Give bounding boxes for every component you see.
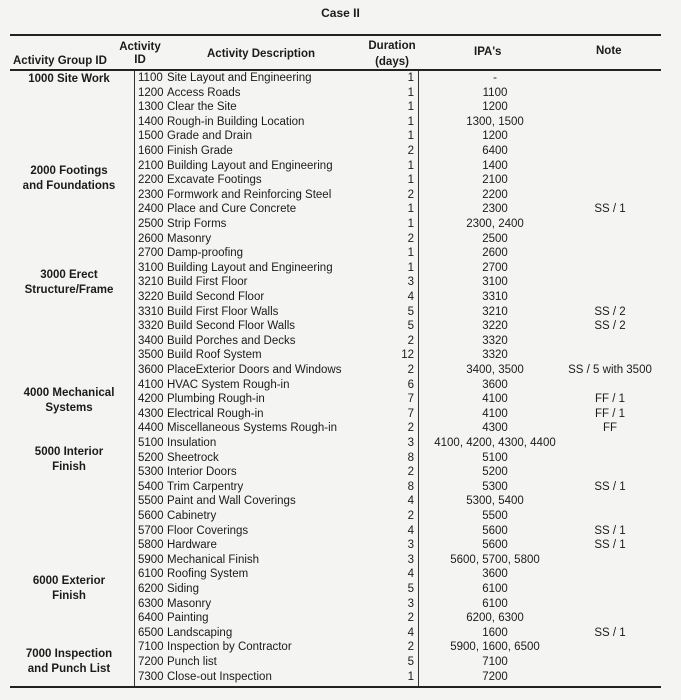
activity-description: Build First Floor Walls <box>167 305 279 318</box>
ipa-value: 1300, 1500 <box>466 115 524 128</box>
group-label-line1: 4000 Mechanical <box>23 387 115 399</box>
ipa-value: 2500 <box>482 232 508 245</box>
group-label-line2: and Punch List <box>27 663 111 675</box>
duration-value: 1 <box>407 218 414 230</box>
ipa-value: 1200 <box>482 130 508 143</box>
activity-description: Build Porches and Decks <box>167 334 296 347</box>
table-row <box>0 232 681 247</box>
table-row <box>0 144 681 159</box>
group-label-line1: 6000 Exterior <box>32 575 106 587</box>
activity-description: Insulation <box>167 437 217 449</box>
activity-description: Build First Floor <box>167 276 248 289</box>
duration-value: 8 <box>407 451 414 464</box>
activity-id: 3320 <box>138 320 164 333</box>
table-row <box>0 640 681 655</box>
ipa-value: 3320 <box>482 334 508 347</box>
ipa-value: 3600 <box>482 568 508 581</box>
activity-id: 1500 <box>138 130 164 143</box>
table-row <box>0 509 681 524</box>
header-description: Activity Description <box>207 48 315 60</box>
activity-description: Sheetrock <box>167 451 219 464</box>
table-row <box>0 290 681 305</box>
activity-description: PlaceExterior Doors and Windows <box>167 364 342 376</box>
ipa-value: 3100 <box>482 276 508 289</box>
table-row <box>0 465 681 480</box>
activity-id: 6400 <box>138 612 164 625</box>
header-group: Activity Group ID <box>13 55 107 67</box>
header-duration-line2: (days) <box>375 56 409 68</box>
activity-id: 4200 <box>138 393 164 406</box>
group-label-line2: Structure/Frame <box>24 284 114 296</box>
activity-id: 5200 <box>138 451 164 464</box>
duration-value: 4 <box>407 626 414 639</box>
duration-value: 4 <box>407 568 414 581</box>
duration-value: 2 <box>407 188 414 201</box>
table-row <box>0 86 681 101</box>
activity-description: Floor Coverings <box>167 524 249 537</box>
activity-id: 3400 <box>138 334 164 347</box>
duration-value: 4 <box>407 291 414 303</box>
duration-value: 2 <box>407 145 414 157</box>
activity-description: HVAC System Rough-in <box>167 378 290 391</box>
group-label-line1: 2000 Footings <box>30 165 108 177</box>
duration-value: 1 <box>407 115 414 128</box>
group-label-line1: 5000 Interior <box>34 446 104 458</box>
activity-description: Landscaping <box>167 626 233 639</box>
table-row <box>0 188 681 203</box>
activity-description: Rough-in Building Location <box>167 115 305 128</box>
note-value: SS / 5 with 3500 <box>568 364 652 376</box>
duration-value: 3 <box>407 539 414 552</box>
ipa-value: 3320 <box>482 349 508 362</box>
table-row <box>0 670 681 685</box>
header-ipa: IPA's <box>474 46 502 58</box>
table-row <box>0 217 681 232</box>
ipa-value: 3310 <box>482 291 508 303</box>
activity-description: Plumbing Rough-in <box>167 393 265 406</box>
duration-value: 3 <box>407 437 414 449</box>
activity-description: Miscellaneous Systems Rough-in <box>167 422 338 435</box>
table-row <box>0 115 681 130</box>
ipa-value: 4100 <box>482 407 508 420</box>
table-row <box>0 261 681 276</box>
header-activity-id-line2: ID <box>134 54 146 66</box>
activity-id: 3210 <box>138 276 164 289</box>
activity-id: 2300 <box>138 188 164 201</box>
activity-description: Grade and Drain <box>167 130 253 143</box>
activity-description: Electrical Rough-in <box>167 407 264 420</box>
activity-description: Paint and Wall Coverings <box>167 495 296 508</box>
activity-description: Close-out Inspection <box>167 670 272 683</box>
ipa-value: 6100 <box>482 597 508 610</box>
duration-value: 2 <box>407 334 414 347</box>
note-value: SS / 2 <box>594 305 626 318</box>
activity-id: 5600 <box>138 510 164 522</box>
activity-id: 1200 <box>138 86 164 99</box>
activity-id: 7300 <box>138 670 164 683</box>
duration-value: 8 <box>407 480 414 493</box>
table-row <box>0 392 681 407</box>
duration-value: 1 <box>407 261 414 274</box>
table-row <box>0 159 681 174</box>
duration-value: 6 <box>407 378 414 391</box>
activity-id: 3220 <box>138 291 164 303</box>
duration-value: 3 <box>407 276 414 289</box>
activity-description: Masonry <box>167 597 212 610</box>
activity-id: 7100 <box>138 641 164 654</box>
duration-value: 7 <box>407 407 414 420</box>
activity-id: 6100 <box>138 568 164 581</box>
note-value: SS / 1 <box>594 539 626 552</box>
activity-description: Roofing System <box>167 568 249 581</box>
duration-value: 5 <box>407 320 414 333</box>
activity-id: 2500 <box>138 218 164 230</box>
table-row <box>0 173 681 188</box>
group-label-line2: and Foundations <box>22 180 116 192</box>
activity-description: Building Layout and Engineering <box>167 261 333 274</box>
activity-description: Cabinetry <box>167 510 217 522</box>
table-row <box>0 597 681 612</box>
ipa-value: 5900, 1600, 6500 <box>450 641 540 654</box>
table-row <box>0 129 681 144</box>
activity-id: 5300 <box>138 466 164 479</box>
note-value: FF / 1 <box>594 407 626 420</box>
ipa-value: 2300 <box>482 203 508 216</box>
duration-value: 2 <box>407 612 414 625</box>
ipa-value: 5300 <box>482 480 508 493</box>
duration-value: 1 <box>407 159 414 172</box>
duration-value: 12 <box>401 349 414 362</box>
ipa-value: 3210 <box>482 305 508 318</box>
note-value: SS / 1 <box>594 626 626 639</box>
activity-id: 2700 <box>138 247 164 260</box>
table-row <box>0 319 681 334</box>
table-row <box>0 305 681 320</box>
duration-value: 1 <box>407 72 414 84</box>
ipa-value: 2200 <box>482 188 508 201</box>
activity-id: 5700 <box>138 524 164 537</box>
duration-value: 2 <box>407 641 414 654</box>
ipa-value: 5600 <box>482 524 508 537</box>
page-title: Case II <box>321 6 360 20</box>
activity-description: Interior Doors <box>167 466 237 479</box>
table-row <box>0 348 681 363</box>
ipa-value: 6400 <box>482 145 508 157</box>
activity-id: 3310 <box>138 305 164 318</box>
header-duration <box>364 40 420 69</box>
activity-description: Build Second Floor <box>167 291 265 303</box>
note-value: FF / 1 <box>594 393 626 406</box>
ipa-value: 1200 <box>482 101 508 114</box>
duration-value: 7 <box>407 393 414 406</box>
activity-id: 1400 <box>138 115 164 128</box>
activity-description: Access Roads <box>167 86 241 99</box>
activity-description: Hardware <box>167 539 217 552</box>
duration-value: 5 <box>407 305 414 318</box>
activity-id: 5400 <box>138 480 164 493</box>
activity-id: 6200 <box>138 583 164 595</box>
ipa-value: 5600, 5700, 5800 <box>450 553 540 566</box>
activity-description: Site Layout and Engineering <box>167 72 312 84</box>
activity-id: 6300 <box>138 597 164 610</box>
note-value: SS / 1 <box>594 203 626 216</box>
table-row <box>0 611 681 626</box>
activity-description: Punch list <box>167 656 217 668</box>
table-row <box>0 246 681 261</box>
activity-id: 7200 <box>138 656 164 668</box>
duration-value: 1 <box>407 203 414 216</box>
activity-description: Place and Cure Concrete <box>167 203 297 216</box>
duration-value: 5 <box>407 656 414 668</box>
table-row <box>0 494 681 509</box>
activity-description: Building Layout and Engineering <box>167 159 333 172</box>
ipa-value: 5200 <box>482 466 508 479</box>
table-row <box>0 582 681 597</box>
activity-id: 2100 <box>138 159 164 172</box>
activity-description: Finish Grade <box>167 145 233 157</box>
ipa-value: 7200 <box>482 670 508 683</box>
note-value: SS / 1 <box>594 524 626 537</box>
ipa-value: 3600 <box>482 378 508 391</box>
duration-value: 1 <box>407 130 414 143</box>
table-row <box>0 538 681 553</box>
ipa-value: 3220 <box>482 320 508 333</box>
activity-id: 1600 <box>138 145 164 157</box>
ipa-value: 7100 <box>482 656 508 668</box>
activity-id: 1100 <box>138 72 163 84</box>
duration-value: 1 <box>407 247 414 260</box>
activity-description: Trim Carpentry <box>167 480 244 493</box>
activity-description: Painting <box>167 612 209 625</box>
duration-value: 3 <box>407 597 414 610</box>
activity-id: 3100 <box>138 261 164 274</box>
activity-description: Excavate Footings <box>167 174 262 187</box>
activity-description: Inspection by Contractor <box>167 641 292 654</box>
activity-id: 4100 <box>138 378 164 391</box>
group-label-line1: 1000 Site Work <box>28 73 110 85</box>
activity-id: 6500 <box>138 626 164 639</box>
group-label-line1: 3000 Erect <box>40 269 98 281</box>
ipa-value: 1400 <box>482 159 508 172</box>
duration-value: 1 <box>407 670 414 683</box>
duration-value: 1 <box>407 101 414 114</box>
duration-value: 2 <box>407 422 414 435</box>
activity-id: 4400 <box>138 422 164 435</box>
ipa-value: - <box>493 72 497 84</box>
activity-id: 3600 <box>138 364 164 376</box>
ipa-value: 2600 <box>482 247 508 260</box>
table-row <box>0 378 681 393</box>
table-row <box>0 275 681 290</box>
group-label-line2: Finish <box>52 461 86 473</box>
duration-value: 4 <box>407 524 414 537</box>
table-row <box>0 480 681 495</box>
header-duration-line1: Duration <box>368 40 416 52</box>
ipa-value: 6100 <box>482 583 508 595</box>
table-row <box>0 407 681 422</box>
activity-id: 2400 <box>138 203 164 216</box>
table-row <box>0 436 681 451</box>
table-row <box>0 567 681 582</box>
ipa-value: 3400, 3500 <box>466 364 524 376</box>
table-row <box>0 334 681 349</box>
header-activity-id <box>118 41 162 67</box>
activity-id: 5800 <box>138 539 164 552</box>
activity-id: 5500 <box>138 495 164 508</box>
table-row <box>0 363 681 378</box>
ipa-value: 4300 <box>482 422 508 435</box>
activity-description: Mechanical Finish <box>167 553 260 566</box>
header-activity-id-line1: Activity <box>119 41 161 53</box>
duration-value: 2 <box>407 510 414 522</box>
duration-value: 2 <box>407 232 414 245</box>
table-row <box>0 553 681 568</box>
activity-id: 5900 <box>138 553 164 566</box>
duration-value: 3 <box>407 553 414 566</box>
activity-id: 2600 <box>138 232 164 245</box>
header-top-rule <box>10 34 661 36</box>
activity-description: Damp-proofing <box>167 247 244 260</box>
group-label-line1: 7000 Inspection <box>25 648 113 660</box>
duration-value: 4 <box>407 495 414 508</box>
ipa-value: 6200, 6300 <box>466 612 524 625</box>
activity-description: Build Roof System <box>167 349 262 362</box>
table-row <box>0 100 681 115</box>
activity-id: 2200 <box>138 174 164 187</box>
table-row <box>0 202 681 217</box>
duration-value: 1 <box>407 86 414 99</box>
table-row <box>0 71 681 86</box>
header-note: Note <box>596 45 622 57</box>
duration-value: 2 <box>407 364 414 376</box>
table-row <box>0 451 681 466</box>
activity-id: 4300 <box>138 407 164 420</box>
table-bottom-rule <box>10 686 661 688</box>
ipa-value: 5500 <box>482 510 508 522</box>
table-row <box>0 421 681 436</box>
ipa-value: 1100 <box>482 86 508 99</box>
activity-id: 1300 <box>138 101 164 114</box>
activity-id: 3500 <box>138 349 164 362</box>
ipa-value: 2100 <box>482 174 508 187</box>
duration-value: 2 <box>407 466 414 479</box>
ipa-value: 5600 <box>482 539 508 552</box>
table-row <box>0 655 681 670</box>
note-value: SS / 2 <box>594 320 626 333</box>
note-value: SS / 1 <box>594 480 626 493</box>
ipa-value: 1600 <box>482 626 508 639</box>
note-value: FF <box>602 422 618 435</box>
ipa-value: 5300, 5400 <box>466 495 524 508</box>
ipa-value: 5100 <box>482 451 508 464</box>
ipa-value: 2700 <box>482 261 508 274</box>
group-label-line2: Systems <box>45 402 93 414</box>
ipa-value: 2300, 2400 <box>466 218 524 230</box>
duration-value: 5 <box>407 583 414 595</box>
table-row <box>0 626 681 641</box>
table-row <box>0 524 681 539</box>
duration-value: 1 <box>407 174 414 187</box>
activity-description: Siding <box>167 583 199 595</box>
activity-description: Build Second Floor Walls <box>167 320 296 333</box>
activity-id: 5100 <box>138 437 164 449</box>
ipa-value: 4100, 4200, 4300, 4400 <box>434 437 556 449</box>
ipa-value: 4100 <box>482 393 508 406</box>
activity-description: Masonry <box>167 232 212 245</box>
activity-description: Formwork and Reinforcing Steel <box>167 188 332 201</box>
activity-description: Strip Forms <box>167 218 227 230</box>
activity-description: Clear the Site <box>167 101 237 114</box>
group-label-line2: Finish <box>52 590 86 602</box>
